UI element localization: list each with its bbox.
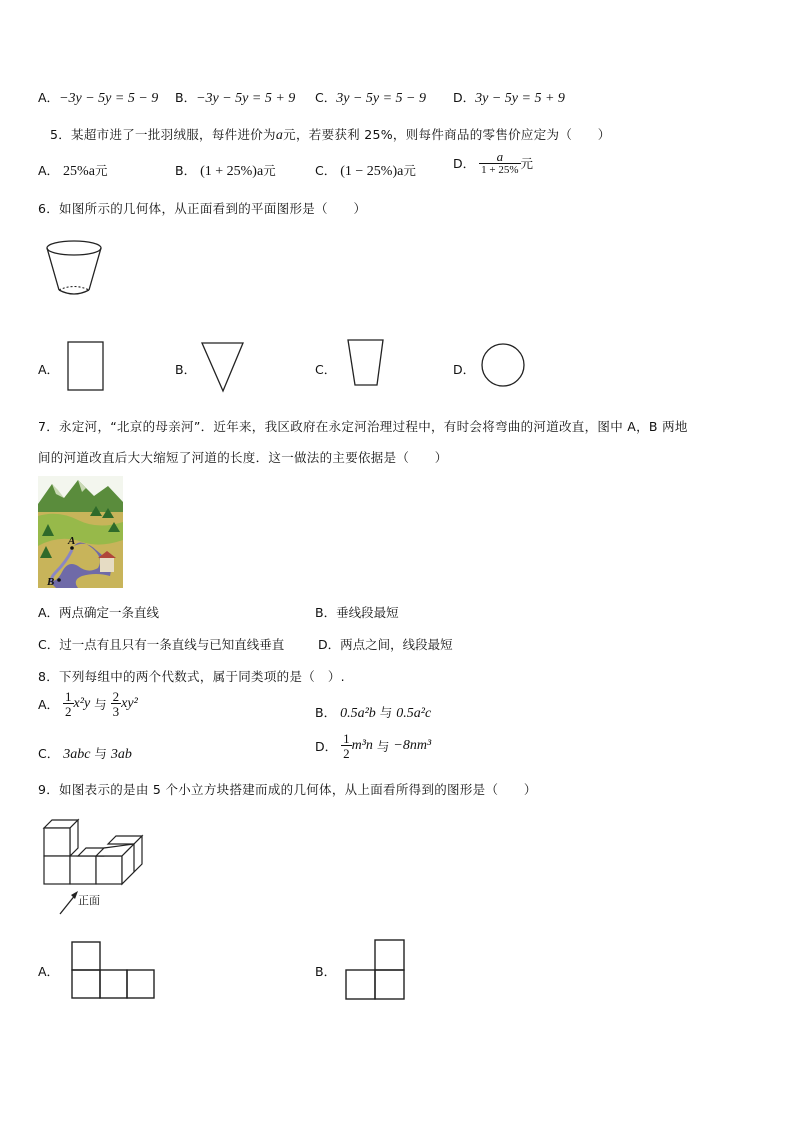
q7-river-landscape-picture — [38, 476, 123, 588]
fraction-denominator: 1 + 25% — [481, 164, 519, 176]
q5-stem-part2: 元，若要获利 25%，则每件商品的零售价应定为（ ） — [283, 127, 611, 142]
term: x²y — [73, 696, 91, 711]
q6-option-a-label[interactable]: A． — [38, 362, 60, 377]
option-letter: D． — [315, 739, 338, 754]
q5-stem-part1: 5．某超市进了一批羽绒服，每件进价为 — [50, 127, 276, 142]
option-letter: B． — [315, 705, 337, 720]
q9-option-a-label[interactable]: A． — [38, 964, 60, 979]
q7-point-b-label: B — [47, 576, 55, 588]
q5-d-fraction — [479, 150, 520, 176]
q9-b-top-view-grid — [344, 938, 406, 1002]
fraction-denominator: 2 — [343, 746, 350, 761]
q6-option-b-label[interactable]: B． — [175, 362, 197, 377]
q8-option-d[interactable] — [315, 732, 431, 760]
q9-stem: 9．如图表示的是由 5 个小立方块搭建而成的几何体，从上面看所得到的图形是（ ） — [38, 782, 537, 797]
fraction-numerator: 1 — [65, 689, 72, 704]
fraction-denominator: 3 — [112, 704, 120, 719]
q4-c-equation: 3y − 5y = 5 − 9 — [336, 91, 427, 106]
q5-option-b[interactable] — [175, 161, 276, 180]
conjunction: 与 — [376, 739, 390, 754]
q6-cup-solid-figure — [44, 238, 108, 302]
q6-c-trapezoid-shape — [346, 338, 386, 388]
fraction-numerator: 1 — [343, 731, 350, 746]
q5-option-d[interactable] — [453, 150, 533, 176]
fraction-denominator: 2 — [65, 704, 72, 719]
q5-a-expression: 25%a — [63, 164, 95, 179]
term: xy² — [121, 696, 138, 711]
q7-option-a[interactable]: A．两点确定一条直线 — [38, 605, 160, 620]
term: 3abc — [63, 747, 91, 762]
fraction — [111, 690, 122, 718]
term: 3ab — [110, 747, 132, 762]
q5-stem — [50, 125, 611, 144]
q9-cube-stack-figure — [40, 818, 155, 918]
conjunction: 与 — [379, 705, 393, 720]
term: 0.5a²b — [340, 706, 376, 721]
q4-option-d[interactable] — [453, 88, 565, 107]
q6-d-circle-shape — [479, 343, 527, 389]
unit-label: 元 — [520, 156, 534, 171]
option-letter: D． — [453, 90, 476, 105]
option-letter: D． — [453, 156, 476, 171]
q5-b-expression: (1 + 25%)a — [200, 164, 264, 179]
q6-option-c-label[interactable]: C． — [315, 362, 337, 377]
q7-point-a-label: A — [68, 535, 76, 547]
q7-option-b[interactable]: B．垂线段最短 — [315, 605, 399, 620]
fraction-numerator: a — [496, 149, 504, 164]
q6-option-d-label[interactable]: D． — [453, 362, 476, 377]
q6-b-inverted-triangle-shape — [200, 341, 246, 393]
q4-d-equation: 3y − 5y = 5 + 9 — [475, 91, 565, 106]
option-letter: B． — [175, 163, 197, 178]
q8-option-a[interactable] — [38, 690, 138, 718]
q5-c-expression: (1 − 25%)a — [340, 164, 404, 179]
q8-option-c[interactable] — [38, 744, 132, 763]
option-letter: A． — [38, 163, 60, 178]
option-letter: C． — [38, 746, 60, 761]
q6-a-rectangle-shape — [67, 341, 105, 391]
q5-option-c[interactable] — [315, 161, 416, 180]
q4-option-b[interactable] — [175, 88, 295, 107]
q7-option-c[interactable]: C．过一点有且只有一条直线与已知直线垂直 — [38, 637, 285, 652]
q7-stem-line2: 间的河道改直后大大缩短了河道的长度．这一做法的主要依据是（ ） — [38, 450, 448, 465]
option-letter: B． — [175, 90, 197, 105]
term: −8nm³ — [393, 738, 432, 753]
unit-label: 元 — [403, 163, 416, 178]
unit-label: 元 — [94, 163, 108, 178]
q4-option-c[interactable] — [315, 88, 426, 107]
q6-stem: 6．如图所示的几何体，从正面看到的平面图形是（ ） — [38, 201, 367, 216]
q7-option-d[interactable]: D．两点之间，线段最短 — [318, 637, 453, 652]
unit-label: 元 — [263, 163, 276, 178]
q9-a-top-view-grid — [70, 940, 156, 1000]
term: m³n — [351, 738, 373, 753]
fraction — [341, 732, 352, 760]
option-letter: C． — [315, 90, 337, 105]
term: 0.5a²c — [396, 706, 432, 721]
q5-option-a[interactable] — [38, 161, 107, 180]
q8-stem: 8．下列每组中的两个代数式，属于同类项的是（ ）. — [38, 669, 345, 684]
q9-front-direction-label: 正面 — [78, 894, 100, 907]
q4-b-equation: −3y − 5y = 5 + 9 — [196, 91, 296, 106]
conjunction: 与 — [94, 746, 107, 761]
q9-option-b-label[interactable]: B． — [315, 964, 337, 979]
q4-a-equation: −3y − 5y = 5 − 9 — [59, 91, 159, 106]
q7-stem-line1: 7．永定河，“北京的母亲河”．近年来，我区政府在永定河治理过程中，有时会将弯曲的河道改直，图中 A，B 两地 — [38, 419, 688, 434]
fraction — [63, 690, 74, 718]
q5-stem-variable: a — [275, 128, 284, 143]
option-letter: C． — [315, 163, 337, 178]
option-letter: A． — [38, 90, 60, 105]
q4-option-a[interactable] — [38, 88, 158, 107]
option-letter: A． — [38, 697, 60, 712]
fraction-numerator: 2 — [112, 689, 120, 704]
q8-option-b[interactable] — [315, 703, 431, 722]
conjunction: 与 — [94, 697, 107, 712]
